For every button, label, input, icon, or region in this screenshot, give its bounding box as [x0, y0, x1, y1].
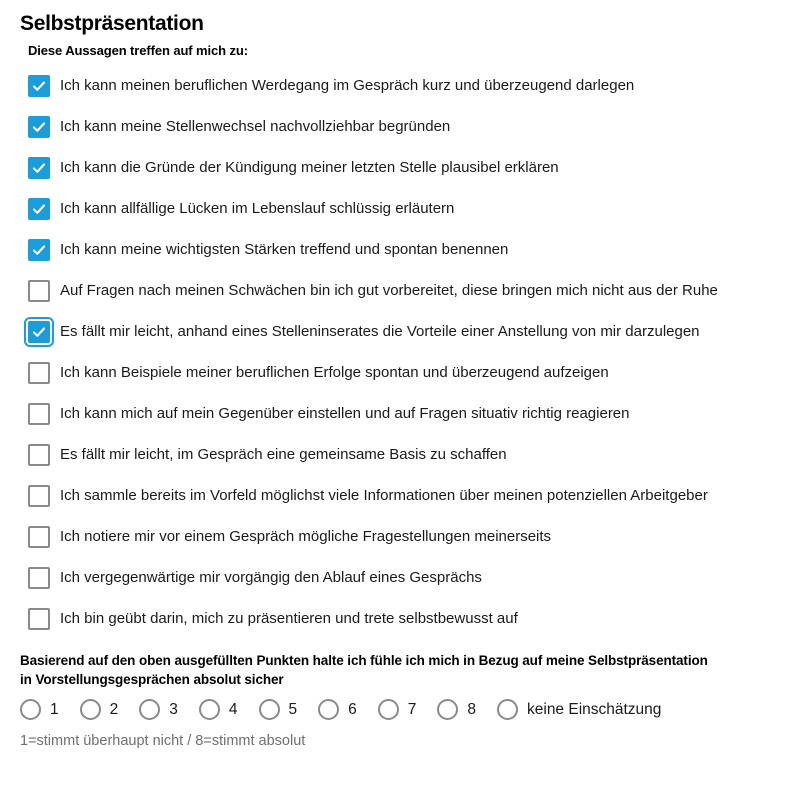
radio-button[interactable]: [259, 699, 280, 720]
rating-option[interactable]: [318, 699, 357, 720]
statement-checkbox[interactable]: [28, 157, 50, 179]
statement-label: Ich kann meine wichtigsten Stärken treffend und spontan benennen: [60, 241, 509, 258]
checkmark-icon: [31, 242, 47, 258]
statement-checkbox[interactable]: [28, 321, 50, 343]
statement-checkbox-list: [28, 75, 769, 631]
statement-checkbox[interactable]: [28, 280, 50, 302]
rating-option[interactable]: [259, 699, 298, 720]
statement-checkbox[interactable]: [28, 362, 50, 384]
statement-row[interactable]: [28, 75, 769, 98]
statement-label: Ich vergegenwärtige mir vorgängig den Ablauf eines Gesprächs: [60, 569, 482, 586]
statement-row[interactable]: [28, 321, 769, 344]
statement-row[interactable]: [28, 444, 769, 467]
statement-checkbox[interactable]: [28, 567, 50, 589]
statement-checkbox[interactable]: [28, 75, 50, 97]
statement-row[interactable]: [28, 403, 769, 426]
statement-row[interactable]: [28, 567, 769, 590]
checkmark-icon: [31, 160, 47, 176]
statement-label: Auf Fragen nach meinen Schwächen bin ich gut vorbereitet, diese bringen mich nicht aus der Ruhe: [60, 282, 718, 299]
rating-option-label: 8: [467, 700, 476, 718]
statement-checkbox[interactable]: [28, 116, 50, 138]
rating-option-label: 1: [50, 700, 59, 718]
statement-row[interactable]: [28, 362, 769, 385]
statement-label: Es fällt mir leicht, anhand eines Stelleninserates die Vorteile einer Anstellung von mir darzulegen: [60, 323, 700, 340]
rating-question: Basierend auf den oben ausgefüllten Punkten halte ich fühle ich mich in Bezug auf meine Selbstpräsentation in Vorstellungsgesprächen absolut sicher: [20, 653, 708, 687]
rating-option-label: 6: [348, 700, 357, 718]
checkmark-icon: [31, 119, 47, 135]
checkmark-icon: [31, 201, 47, 217]
statement-row[interactable]: [28, 157, 769, 180]
statement-row[interactable]: [28, 280, 769, 303]
page-title: Selbstpräsentation: [20, 12, 204, 35]
radio-button[interactable]: [139, 699, 160, 720]
statement-row[interactable]: [28, 485, 769, 508]
radio-button[interactable]: [80, 699, 101, 720]
statement-label: Ich notiere mir vor einem Gespräch mögliche Fragestellungen meinerseits: [60, 528, 552, 545]
rating-option[interactable]: [199, 699, 238, 720]
statement-row[interactable]: [28, 239, 769, 262]
statement-checkbox[interactable]: [28, 608, 50, 630]
statement-checkbox[interactable]: [28, 444, 50, 466]
rating-option[interactable]: [437, 699, 476, 720]
statement-label: Ich kann meinen beruflichen Werdegang im Gespräch kurz und überzeugend darlegen: [60, 77, 635, 94]
statement-label: Ich sammle bereits im Vorfeld möglichst viele Informationen über meinen potenziellen Arbeitgeber: [60, 487, 708, 504]
statement-label: Ich bin geübt darin, mich zu präsentieren und trete selbstbewusst auf: [60, 610, 518, 627]
radio-button[interactable]: [199, 699, 220, 720]
radio-button[interactable]: [318, 699, 339, 720]
statement-checkbox[interactable]: [28, 403, 50, 425]
radio-button[interactable]: [378, 699, 399, 720]
statement-label: Ich kann allfällige Lücken im Lebenslauf schlüssig erläutern: [60, 200, 455, 217]
checkmark-icon: [31, 78, 47, 94]
statement-checkbox[interactable]: [28, 485, 50, 507]
radio-button[interactable]: [20, 699, 41, 720]
statements-intro-label: Diese Aussagen treffen auf mich zu:: [28, 43, 248, 58]
statement-label: Ich kann die Gründe der Kündigung meiner letzten Stelle plausibel erklären: [60, 159, 559, 176]
rating-radio-group: [20, 699, 769, 720]
statement-label: Es fällt mir leicht, im Gespräch eine gemeinsame Basis zu schaffen: [60, 446, 507, 463]
rating-option[interactable]: [378, 699, 417, 720]
rating-option[interactable]: [20, 699, 59, 720]
statement-row[interactable]: [28, 526, 769, 549]
statement-row[interactable]: [28, 198, 769, 221]
statement-label: Ich kann mich auf mein Gegenüber einstellen und auf Fragen situativ richtig reagieren: [60, 405, 630, 422]
rating-option-label: 5: [288, 700, 298, 718]
statement-row[interactable]: [28, 116, 769, 139]
statement-label: Ich kann meine Stellenwechsel nachvollziehbar begründen: [60, 118, 451, 135]
rating-option-label: 4: [228, 700, 238, 718]
statement-checkbox[interactable]: [28, 198, 50, 220]
radio-button[interactable]: [437, 699, 458, 720]
statement-row[interactable]: [28, 608, 769, 631]
scale-hint: 1=stimmt überhaupt nicht / 8=stimmt absolut: [20, 733, 306, 749]
radio-button[interactable]: [497, 699, 518, 720]
rating-option[interactable]: [80, 699, 119, 720]
rating-option-label: 2: [109, 700, 119, 718]
rating-option-label: 7: [407, 700, 417, 718]
statement-checkbox[interactable]: [28, 239, 50, 261]
statement-label: Ich kann Beispiele meiner beruflichen Erfolge spontan und überzeugend aufzeigen: [60, 364, 609, 381]
checkmark-icon: [31, 324, 47, 340]
rating-option-label: keine Einschätzung: [527, 700, 662, 718]
rating-option-label: 3: [169, 700, 178, 718]
rating-option[interactable]: [139, 699, 178, 720]
statement-checkbox[interactable]: [28, 526, 50, 548]
rating-option[interactable]: [497, 699, 661, 720]
